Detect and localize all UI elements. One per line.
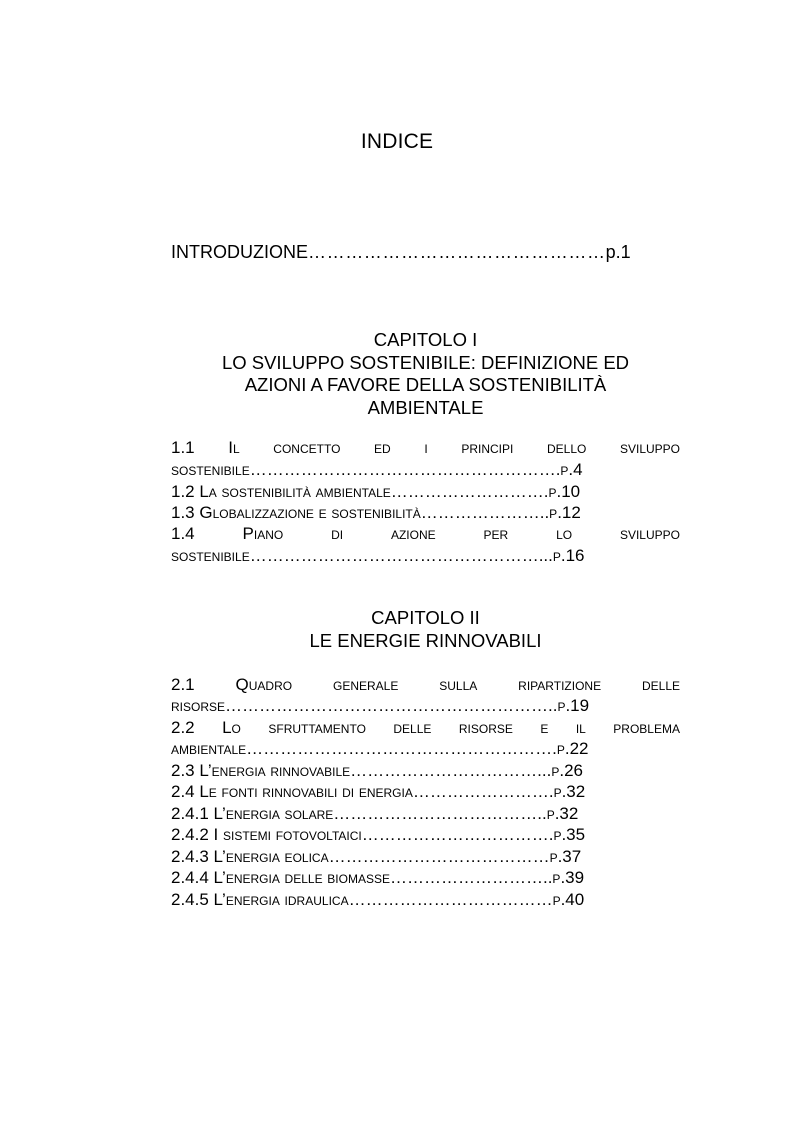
toc-entry-1-4[interactable]: 1.4 Piano di azione per lo sviluppo [171,524,680,543]
toc-entry-2-4-5[interactable]: 2.4.5 L’energia idraulica………………………………p.40 [171,890,585,909]
chapter-subtitle-line: AZIONI A FAVORE DELLA SOSTENIBILITÀ [244,374,607,395]
chapter-subtitle-line: LE ENERGIE RINNOVABILI [309,629,542,651]
toc-entry-label: INTRODUZIONE [171,242,308,262]
toc-entry-1-2[interactable]: 1.2 La sostenibilità ambientale……………………….p.10 [171,482,581,501]
chapter-subtitle-line: AMBIENTALE [367,396,484,418]
toc-entry-2-4-4[interactable]: 2.4.4 L’energia delle biomasse………………………..p.39 [171,868,585,887]
toc-entry-2-4[interactable]: 2.4 Le fonti rinnovabili di energia…………………….p.32 [171,782,586,801]
toc-page-number: p.1 [605,242,631,262]
toc-entry-2-1[interactable]: 2.1 Quadro generale sulla ripartizione delle [171,675,680,694]
toc-leader-dots: ………………………………………… [308,242,606,262]
toc-entry-2-2-cont[interactable]: ambientale……………………………………………….p.22 [171,739,589,758]
chapter-subtitle-line: LO SVILUPPO SOSTENIBILE: DEFINIZIONE ED [221,351,630,373]
toc-entry-1-1[interactable]: 1.1 Il concetto ed i principi dello sviluppo [171,438,680,457]
toc-entry-2-4-3[interactable]: 2.4.3 L’energia eolica…………………………………p.37 [171,847,582,866]
toc-entry-1-4-cont[interactable]: sostenibile……………………………………………...p.16 [171,546,585,565]
toc-entry-introduzione[interactable] [171,242,680,263]
toc-entry-2-1-cont[interactable]: risorse…………………………………………………..p.19 [171,696,590,715]
chapter-heading: CAPITOLO I [373,329,478,350]
toc-entry-2-4-2[interactable]: 2.4.2 I sistemi fotovoltaici…………………………….p.35 [171,825,586,844]
page-title: INDICE [360,130,434,153]
toc-entry-1-3[interactable]: 1.3 Globalizzazione e sostenibilità…………………..p.12 [171,503,581,522]
toc-entry-1-1-cont[interactable]: sostenibile……………………………………………….p.4 [171,460,583,479]
chapter-1-heading-block [171,329,680,419]
toc-entry-2-2[interactable]: 2.2 Lo sfruttamento delle risorse e il problema [171,718,680,737]
chapter-heading: CAPITOLO II [371,607,480,628]
chapter-2-heading-block [171,607,680,652]
toc-entry-2-3[interactable]: 2.3 L’energia rinnovabile……………………………...p.26 [171,761,583,780]
toc-entry-2-4-1[interactable]: 2.4.1 L’energia solare………………………………..p.32 [171,804,579,823]
